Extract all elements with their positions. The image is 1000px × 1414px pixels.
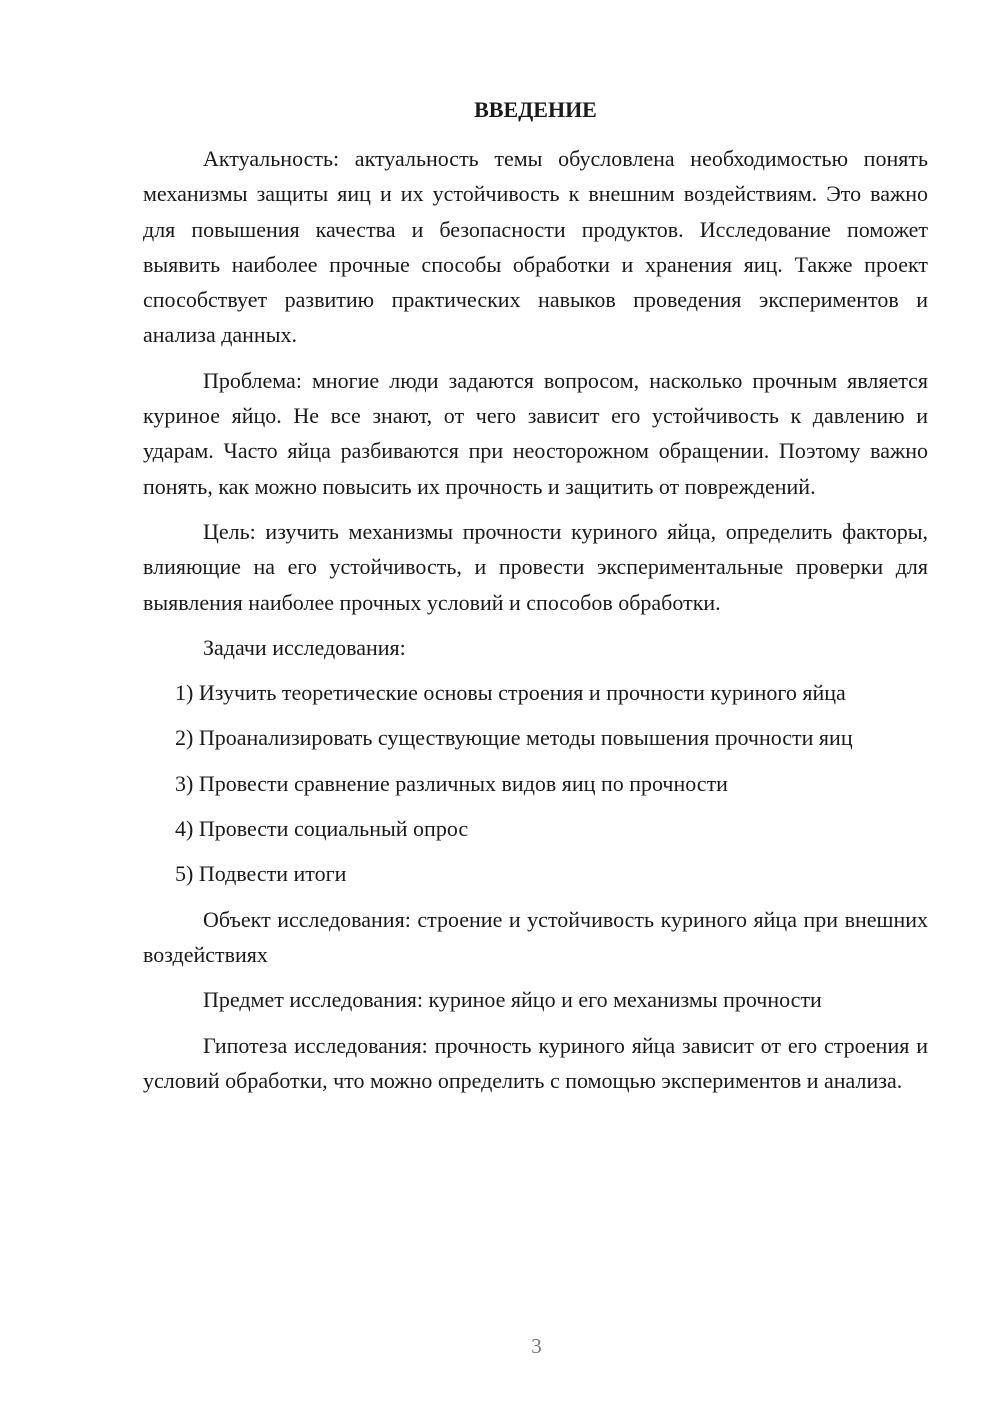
goal-paragraph: Цель: изучить механизмы прочности куриного яйца, определить факторы, влияющие на его устойчивость, и провести экспериментальные проверки для выявления наиболее прочных условий и способов обработки. [143,518,928,615]
task-item-2: 2) Проанализировать существующие методы повышения прочности яиц [175,725,853,751]
task-item-3: 3) Провести сравнение различных видов яиц по прочности [175,770,728,796]
relevance-paragraph: Актуальность: актуальность темы обусловлена необходимостью понять механизмы защиты яиц и их устойчивость к внешним воздействиям. Это важно для повышения качества и безопасности продуктов. Исследование поможет выявить наиболее прочные способы обработки и хранения яиц. Также проект способствует развитию практических навыков проведения экспериментов и анализа данных. [143,146,928,348]
page-number: 3 [531,1334,542,1358]
task-item-1: 1) Изучить теоретические основы строения и прочности куриного яйца [175,680,846,706]
document-body [143,141,928,1098]
tasks-heading: Задачи исследования: [203,634,406,660]
task-item-4: 4) Провести социальный опрос [175,816,469,842]
object-paragraph: Объект исследования: строение и устойчивость куриного яйца при внешних воздействиях [143,906,928,967]
problem-paragraph: Проблема: многие люди задаются вопросом, насколько прочным является куриное яйцо. Не все знают, от чего зависит его устойчивость к давлению и ударам. Часто яйца разбиваются при неосторожном обращении. Поэтому важно понять, как можно повысить их прочность и защитить от повреждений. [143,367,928,499]
subject-paragraph: Предмет исследования: куриное яйцо и его механизмы прочности [203,987,822,1013]
page-title: ВВЕДЕНИЕ [474,97,597,122]
hypothesis-paragraph: Гипотеза исследования: прочность куриного яйца зависит от его строения и условий обработки, что можно определить с помощью экспериментов и анализа. [143,1032,928,1093]
task-item-5: 5) Подвести итоги [175,861,347,887]
